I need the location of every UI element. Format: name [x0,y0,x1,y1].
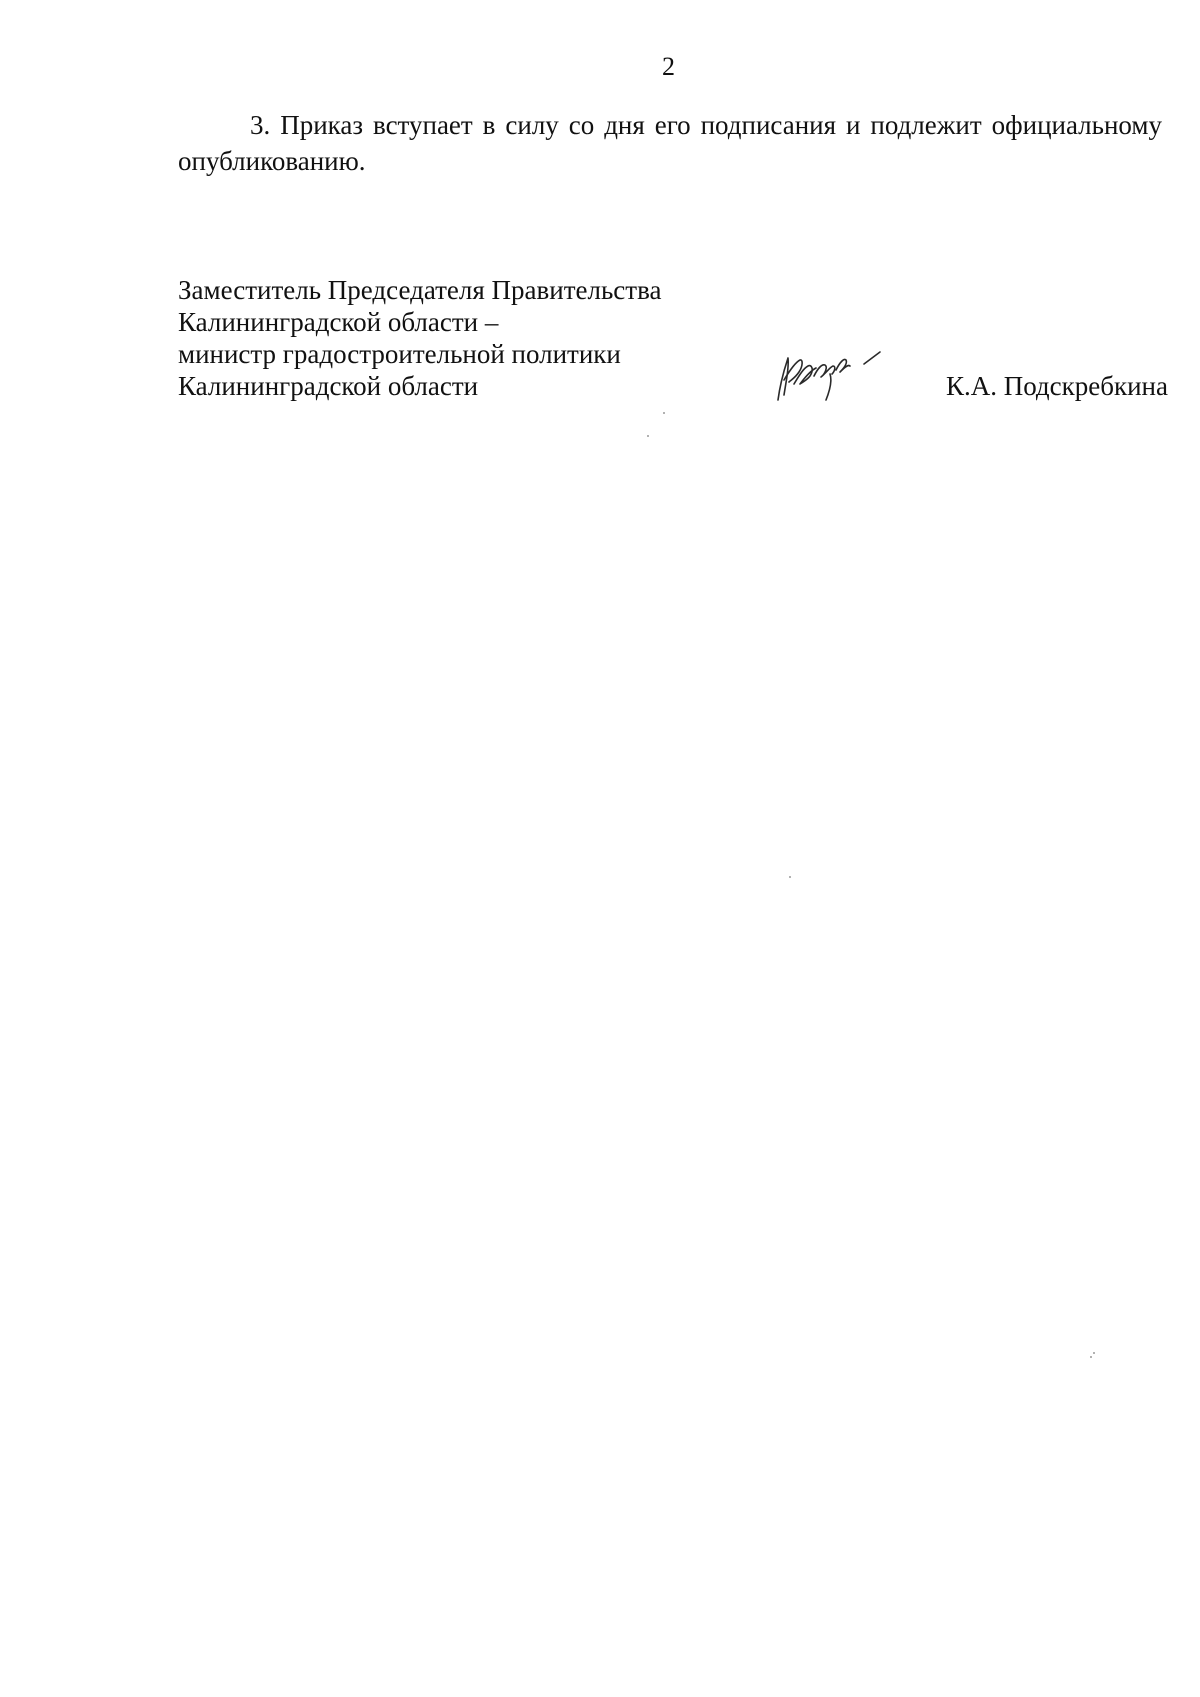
handwritten-signature [770,340,890,410]
position-line: Заместитель Председателя Правительства [178,275,662,305]
position-line: министр градостроительной политики [178,339,621,369]
body-paragraph: 3. Приказ вступает в силу со дня его подписания и подлежит официальному опубликованию. [178,110,1162,176]
scan-speck [1093,1352,1095,1354]
position-line: Калининградской области – [178,307,499,337]
scan-speck [1090,1356,1092,1358]
scan-speck [647,435,649,437]
signer-name: К.А. Подскребкина [945,371,1168,401]
scan-speck [789,876,791,878]
signatory-position [178,274,738,402]
scan-speck [663,412,665,414]
page-number: 2 [662,52,675,81]
position-line: Калининградской области [178,371,479,401]
